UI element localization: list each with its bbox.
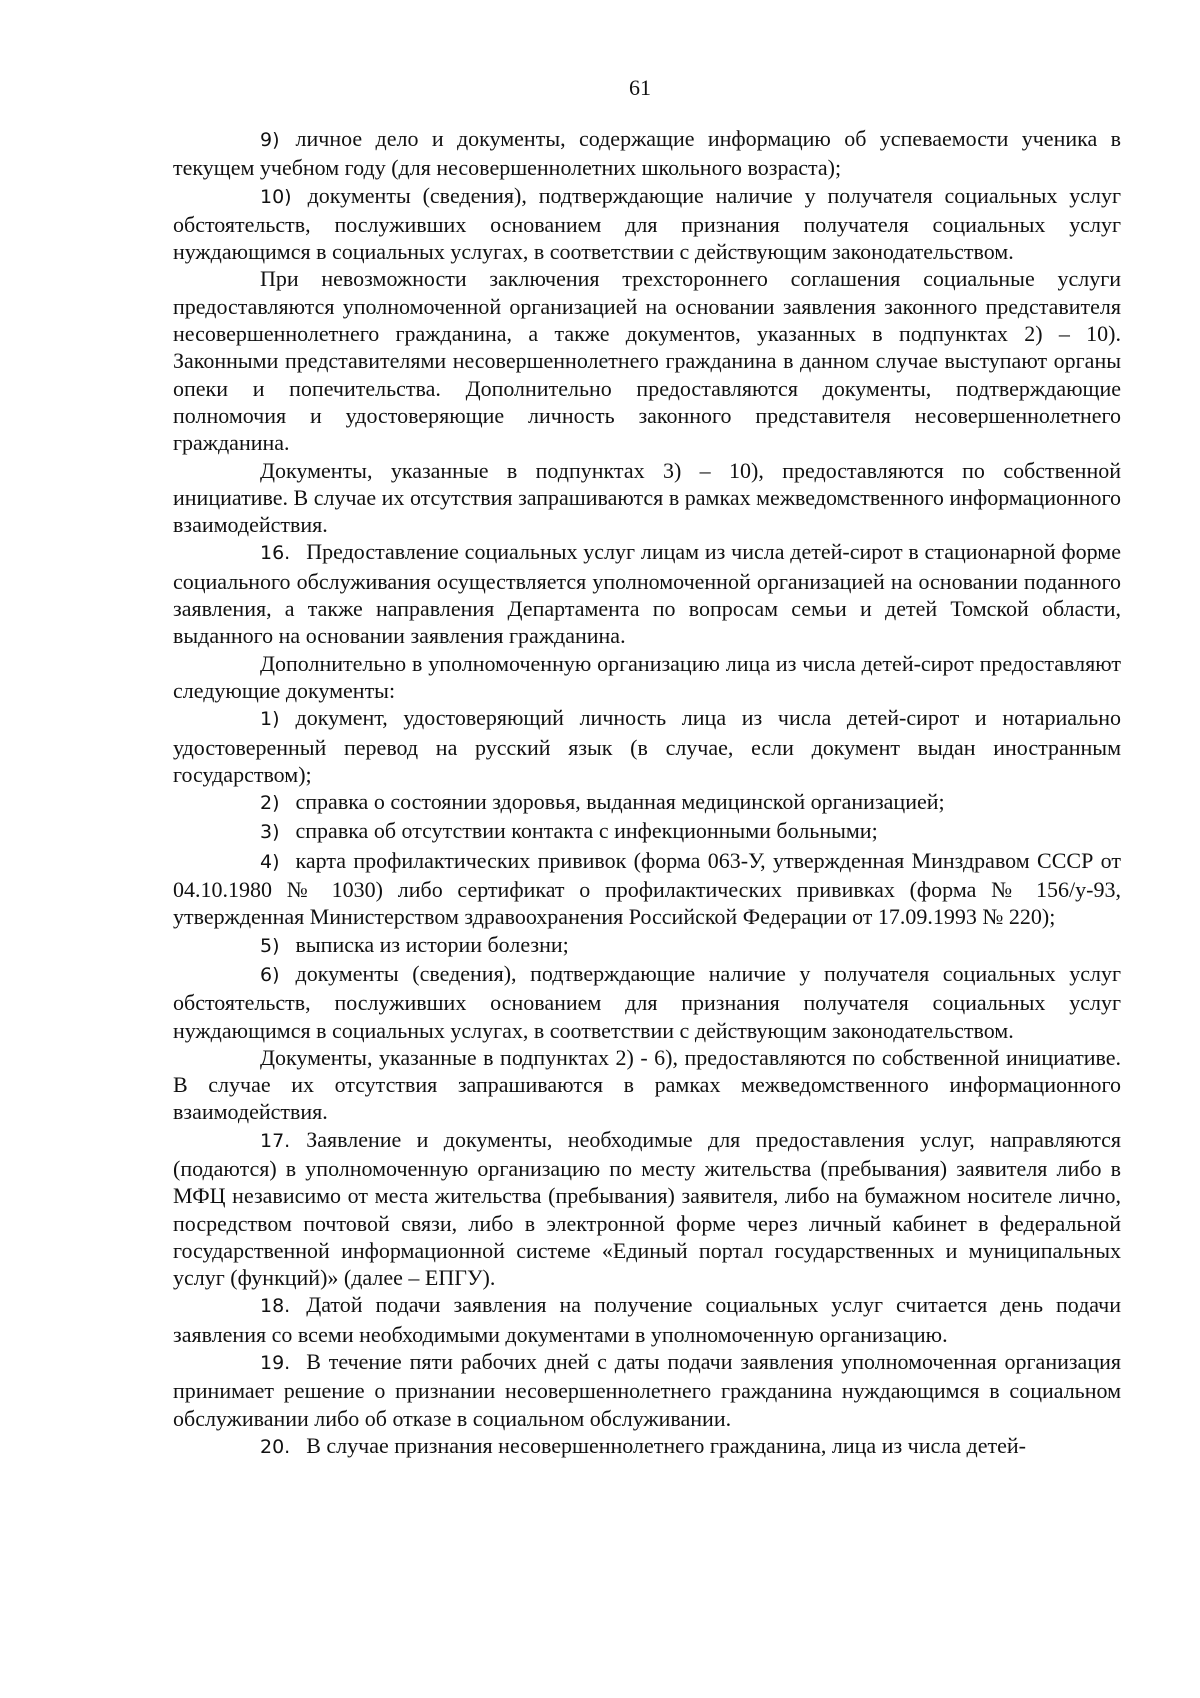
paragraph-text: документ, удостоверяющий личность лица из числа детей-сирот и нотариально удостоверенный перевод на русский язык (в случае, если документ выдан иностранным государством); <box>173 705 1121 787</box>
paragraph-text: выписка из истории болезни; <box>295 931 569 957</box>
paragraph-section-20 <box>173 1432 1121 1461</box>
paragraph-text: В случае признания несовершеннолетнего гражданина, лица из числа детей- <box>306 1432 1026 1458</box>
paragraph-number: 16. <box>260 542 291 565</box>
paragraph-number: 17. <box>260 1129 291 1152</box>
paragraph-section-18 <box>173 1291 1121 1348</box>
paragraph-text: личное дело и документы, содержащие информацию об успеваемости ученика в текущем учебном году (для несовершеннолетних школьного возраста); <box>173 126 1121 181</box>
paragraph-text: Документы, указанные в подпунктах 2) - 6), предоставляются по собственной инициативе. В случае их отсутствия запрашиваются в рамках межведомственного информационного взаимодействия. <box>173 1044 1121 1125</box>
paragraph-text: документы (сведения), подтверждающие наличие у получателя социальных услуг обстоятельств, послуживших основанием для признания получателя социальных услуг нуждающимся в социальных услугах, в соответствии с действующим законодательством. <box>173 182 1121 265</box>
paragraph-text: карта профилактических прививок (форма 063-У, утвержденная Минздравом СССР от 04.10.1980 № 1030) либо сертификат о профилактических прививках (форма № 156/у-93, утвержденная Министерством здравоохранения Российской Федерации от 17.09.1993 № 220); <box>173 847 1121 930</box>
paragraph-tripartite-agreement <box>173 265 1121 456</box>
paragraph-number: 3) <box>260 821 280 844</box>
paragraph-text: справка о состоянии здоровья, выданная медицинской организацией; <box>295 789 945 815</box>
paragraph-item-3 <box>173 817 1121 846</box>
paragraph-number: 6) <box>260 963 280 986</box>
paragraph-number: 1) <box>260 708 280 731</box>
paragraph-section-19 <box>173 1348 1121 1432</box>
paragraph-number: 20. <box>260 1435 291 1458</box>
paragraph-number: 19. <box>260 1352 291 1375</box>
paragraph-own-initiative-docs-2 <box>173 1044 1121 1126</box>
paragraph-item-2 <box>173 788 1121 817</box>
paragraph-item-4 <box>173 847 1121 931</box>
paragraph-number: 2) <box>260 792 280 815</box>
paragraph-text: справка об отсутствии контакта с инфекционными больными; <box>295 818 878 844</box>
paragraph-number: 4) <box>260 850 280 873</box>
paragraph-additional-docs <box>173 650 1121 705</box>
paragraph-own-initiative-docs <box>173 457 1121 539</box>
paragraph-item-9 <box>173 125 1121 182</box>
paragraph-item-5 <box>173 931 1121 960</box>
paragraph-section-16 <box>173 538 1121 649</box>
paragraph-text: Датой подачи заявления на получение социальных услуг считается день подачи заявления со всеми необходимыми документами в уполномоченную организацию. <box>173 1292 1121 1347</box>
paragraph-item-6 <box>173 960 1121 1044</box>
paragraph-text: документы (сведения), подтверждающие наличие у получателя социальных услуг обстоятельств, послуживших основанием для признания получателя социальных услуг нуждающимся в социальных услугах, в соответствии с действующим законодательством. <box>173 960 1121 1043</box>
document-body <box>173 125 1121 1461</box>
paragraph-text: В течение пяти рабочих дней с даты подачи заявления уполномоченная организация принимает решение о признании несовершеннолетнего гражданина нуждающимся в социальном обслуживании либо об отказе в социальном обслуживании. <box>173 1349 1121 1431</box>
page-number: 61 <box>629 75 651 100</box>
paragraph-text: Дополнительно в уполномоченную организацию лица из числа детей-сирот предоставляют следующие документы: <box>173 650 1121 703</box>
paragraph-item-1 <box>173 704 1121 788</box>
paragraph-number: 9) <box>260 129 280 151</box>
paragraph-number: 18. <box>260 1295 291 1318</box>
paragraph-number: 5) <box>260 934 280 957</box>
paragraph-text: Предоставление социальных услуг лицам из числа детей-сирот в стационарной форме социального обслуживания осуществляется уполномоченной организацией на основании поданного заявления, а также направления Департамента по вопросам семьи и детей Томской области, выданного на основании заявления гражданина. <box>173 539 1121 649</box>
paragraph-text: Документы, указанные в подпунктах 3) – 10), предоставляются по собственной инициативе. В случае их отсутствия запрашиваются в рамках межведомственного информационного взаимодействия. <box>173 457 1121 538</box>
paragraph-text: Заявление и документы, необходимые для предоставления услуг, направляются (подаются) в уполномоченную организацию по месту жительства (пребывания) заявителя либо в МФЦ независимо от места жительства (пребывания) заявителя, либо на бумажном носителе лично, посредством почтовой связи, либо в электронной форме через личный кабинет в федеральной государственной информационной системе «Единый портал государственных и муниципальных услуг (функций)» (далее – ЕПГУ). <box>173 1126 1121 1291</box>
paragraph-item-10 <box>173 182 1121 266</box>
paragraph-text: При невозможности заключения трехстороннего соглашения социальные услуги предоставляются уполномоченной организацией на основании заявления законного представителя несовершеннолетнего гражданина, а также документов, указанных в подпунктах 2) – 10). Законными представителями несовершеннолетнего гражданина в данном случае выступают органы опеки и попечительства. Дополнительно предоставляются документы, подтверждающие полномочия и удостоверяющие личность законного представителя несовершеннолетнего гражданина. <box>173 266 1121 456</box>
paragraph-section-17 <box>173 1126 1121 1292</box>
paragraph-number: 10) <box>260 185 292 208</box>
